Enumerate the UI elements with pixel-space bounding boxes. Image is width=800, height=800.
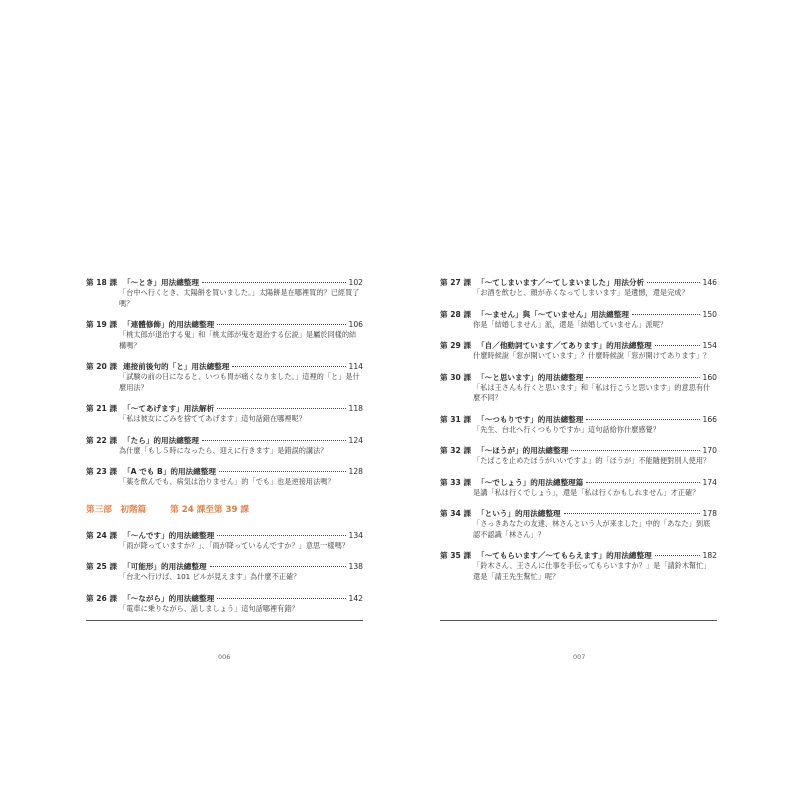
section-part: 第三部 初階篇	[86, 504, 147, 515]
leader-dots	[202, 282, 346, 283]
lesson-title: 「〜んです」的用法總整理	[123, 530, 215, 540]
toc-entry-heading	[86, 435, 363, 446]
toc-entry-heading	[86, 319, 363, 330]
toc-entry[interactable]	[86, 403, 363, 425]
page-number: 102	[348, 278, 363, 287]
lesson-question: 「台中へ行くとき、太陽餅を買いました。」太陽餅是在哪裡買的？已經買了嗎？	[119, 288, 360, 308]
toc-entry-heading	[86, 403, 363, 414]
lesson-question: 什麼時候說「窓が開いています」？什麼時候說「窓が開けてあります」？	[473, 351, 711, 360]
lesson-title: 連接前後句的「と」用法總整理	[123, 362, 230, 371]
toc-entry[interactable]	[86, 561, 363, 583]
page-number: 150	[702, 309, 717, 319]
lesson-number: 第 31 課	[440, 414, 472, 424]
page-folio-left: 006	[218, 653, 231, 661]
lesson-title: 「自／他動詞ています／てあります」的用法總整理	[477, 341, 652, 350]
toc-entry[interactable]	[86, 277, 363, 309]
lesson-question: 「試験の前の日になると、いつも胃が痛くなりました。」這裡的「と」是什麼用法？	[119, 372, 360, 392]
lesson-title: 「〜ほうが」的用法總整理	[477, 446, 569, 455]
lesson-title: 「A でも B」的用法總整理	[123, 467, 216, 476]
leader-dots	[217, 408, 345, 409]
toc-entry-heading	[440, 309, 717, 320]
bottom-rule-right	[440, 620, 717, 621]
lesson-question: 「雨が降っていますか？」、「雨が降っているんですか？」意思一樣嗎？	[119, 540, 349, 550]
lesson-title: 「〜てあげます」用法解析	[123, 404, 215, 413]
toc-entry-heading	[440, 508, 717, 519]
toc-entry[interactable]	[86, 319, 363, 351]
toc-entry[interactable]	[440, 372, 717, 404]
leader-dots	[564, 513, 700, 514]
page-number: 170	[702, 446, 717, 455]
toc-entry[interactable]	[440, 477, 717, 499]
lesson-title: 「〜てもらいます／〜てもらえます」的用法總整理	[477, 551, 652, 560]
bottom-rule-left	[86, 620, 363, 621]
page-number: 154	[702, 341, 717, 350]
lesson-number: 第 33 課	[440, 477, 472, 487]
section-heading[interactable]	[86, 504, 363, 516]
toc-entry-heading	[86, 593, 363, 604]
leader-dots	[632, 314, 700, 315]
leader-dots	[217, 535, 345, 536]
lesson-title: 「可能形」的用法總整理	[123, 562, 207, 571]
lesson-number: 第 28 課	[440, 309, 472, 319]
page-number: 124	[348, 435, 363, 445]
toc-entry[interactable]	[86, 466, 363, 488]
page-number: 118	[348, 404, 363, 413]
toc-entry-heading	[440, 445, 717, 456]
page-number: 128	[348, 467, 363, 476]
lesson-number: 第 20 課	[86, 362, 118, 371]
toc-entry[interactable]	[440, 277, 717, 299]
leader-dots	[217, 324, 345, 325]
lesson-title: 「たら」的用法總整理	[123, 435, 199, 445]
lesson-number: 第 26 課	[86, 593, 118, 603]
toc-entry[interactable]	[440, 309, 717, 331]
page-number: 106	[348, 320, 363, 329]
toc-group-a	[86, 277, 363, 488]
lesson-number: 第 35 課	[440, 551, 472, 560]
lesson-question: 「たばこを止めたほうがいいですよ」的「ほうが」不能隨便對別人使用？	[473, 456, 711, 465]
page-number: 178	[702, 509, 717, 518]
leader-dots	[655, 555, 700, 556]
page-number: 138	[348, 562, 363, 571]
toc-entry-heading	[440, 414, 717, 425]
lesson-title: 「という」的用法總整理	[477, 509, 561, 518]
toc-entry-heading	[86, 466, 363, 477]
lesson-number: 第 25 課	[86, 562, 118, 571]
page-number: 182	[702, 551, 717, 560]
toc-entry[interactable]	[440, 340, 717, 362]
toc-entry[interactable]	[440, 550, 717, 582]
section-range: 第 24 課至第 39 課	[170, 504, 250, 515]
toc-entry-heading	[86, 561, 363, 572]
toc-entry[interactable]	[86, 435, 363, 457]
toc-entry-heading	[86, 277, 363, 288]
toc-group-b	[86, 530, 363, 615]
lesson-number: 第 22 課	[86, 435, 118, 445]
lesson-number: 第 19 課	[86, 320, 118, 329]
leader-dots	[217, 598, 345, 599]
left-page	[86, 277, 363, 624]
lesson-question: 「桃太郎が退治する鬼」和「桃太郎が鬼を退治する伝説」是屬於同樣的結構嗎？	[119, 330, 357, 350]
lesson-title: 「〜と思います」的用法總整理	[477, 372, 584, 382]
lesson-number: 第 27 課	[440, 278, 472, 287]
lesson-question: 「電車に乗りながら、話しましょう」這句話哪裡有錯？	[119, 603, 299, 613]
toc-entry-heading	[440, 477, 717, 488]
leader-dots	[586, 482, 699, 483]
lesson-number: 第 21 課	[86, 404, 118, 413]
lesson-question: 「鈴木さん、王さんに仕事を手伝ってもらいますか？」是「請鈴木幫忙」還是「請王先生幫忙」呢？	[473, 561, 711, 581]
leader-dots	[586, 419, 699, 420]
leader-dots	[210, 566, 346, 567]
lesson-question: 是講「私は行くでしょう」，還是「私は行くかもしれません」才正確？	[473, 487, 700, 497]
page-number: 174	[702, 477, 717, 487]
right-page	[440, 277, 717, 592]
lesson-question: 「お酒を飲むと、顔が赤くなってしまいます」是遺憾，還是完成？	[473, 288, 689, 297]
lesson-number: 第 23 課	[86, 467, 118, 476]
page-number: 142	[348, 593, 363, 603]
lesson-title: 「〜とき」用法總整理	[123, 278, 199, 287]
leader-dots	[647, 282, 699, 283]
leader-dots	[202, 440, 346, 441]
toc-entry[interactable]	[86, 593, 363, 615]
toc-entry[interactable]	[440, 445, 717, 467]
page-number: 146	[702, 278, 717, 287]
lesson-title: 「〜でしょう」的用法總整理篇	[477, 477, 584, 487]
lesson-question: 為什麼「もし５時になったら、迎えに行きます」是錯誤的講法？	[119, 445, 328, 455]
toc-entry[interactable]	[86, 530, 363, 552]
lesson-number: 第 18 課	[86, 278, 118, 287]
toc-entry-heading	[440, 277, 717, 288]
lesson-number: 第 32 課	[440, 446, 472, 455]
lesson-title: 「〜てしまいます／〜てしまいました」用法分析	[477, 278, 645, 287]
toc-entry[interactable]	[440, 508, 717, 540]
leader-dots	[655, 345, 700, 346]
toc-entry[interactable]	[86, 361, 363, 393]
lesson-number: 第 34 課	[440, 509, 472, 518]
toc-entry[interactable]	[440, 414, 717, 436]
toc-entry-heading	[440, 340, 717, 351]
lesson-title: 「〜つもりです」的用法總整理	[477, 414, 584, 424]
lesson-question: 你是「結婚しません」派，還是「結婚していません」派呢？	[473, 319, 668, 329]
leader-dots	[586, 377, 699, 378]
leader-dots	[232, 366, 345, 367]
lesson-question: 「私は王さんも行くと思います」和「私は行こうと思います」的意思有什麼不同？	[473, 382, 711, 402]
lesson-number: 第 24 課	[86, 530, 118, 540]
lesson-question: 「台北へ行けば、101 ビルが見えます」為什麼不正確？	[119, 572, 301, 581]
lesson-question: 「先生、台北へ行くつもりですか」這句話給你什麼感覺？	[473, 424, 660, 434]
lesson-title: 「連體修飾」的用法總整理	[123, 320, 215, 329]
lesson-number: 第 30 課	[440, 372, 472, 382]
lesson-question: 「薬を飲んでも、病気は治りません」的「でも」也是逆接用法嗎？	[119, 477, 335, 486]
page-number: 160	[702, 372, 717, 382]
leader-dots	[219, 471, 346, 472]
lesson-title: 「〜ながら」的用法總整理	[123, 593, 215, 603]
leader-dots	[571, 450, 699, 451]
toc-entry-heading	[86, 361, 363, 372]
toc-entry-heading	[86, 530, 363, 541]
toc-entry-heading	[440, 372, 717, 383]
lesson-number: 第 29 課	[440, 341, 472, 350]
page-number: 166	[702, 414, 717, 424]
lesson-title: 「〜ません」與「〜ていません」用法總整理	[477, 309, 629, 319]
page-folio-right: 007	[573, 653, 586, 661]
lesson-question: 「さっきあなたの友達、林さんという人が来ました」中的「あなた」到底認不認識「林さん」？	[473, 519, 711, 539]
lesson-question: 「私は彼女にごみを捨ててあげます」這句話錯在哪裡呢？	[119, 414, 306, 423]
page-number: 114	[348, 362, 363, 371]
page-number: 134	[348, 530, 363, 540]
toc-entry-heading	[440, 550, 717, 561]
